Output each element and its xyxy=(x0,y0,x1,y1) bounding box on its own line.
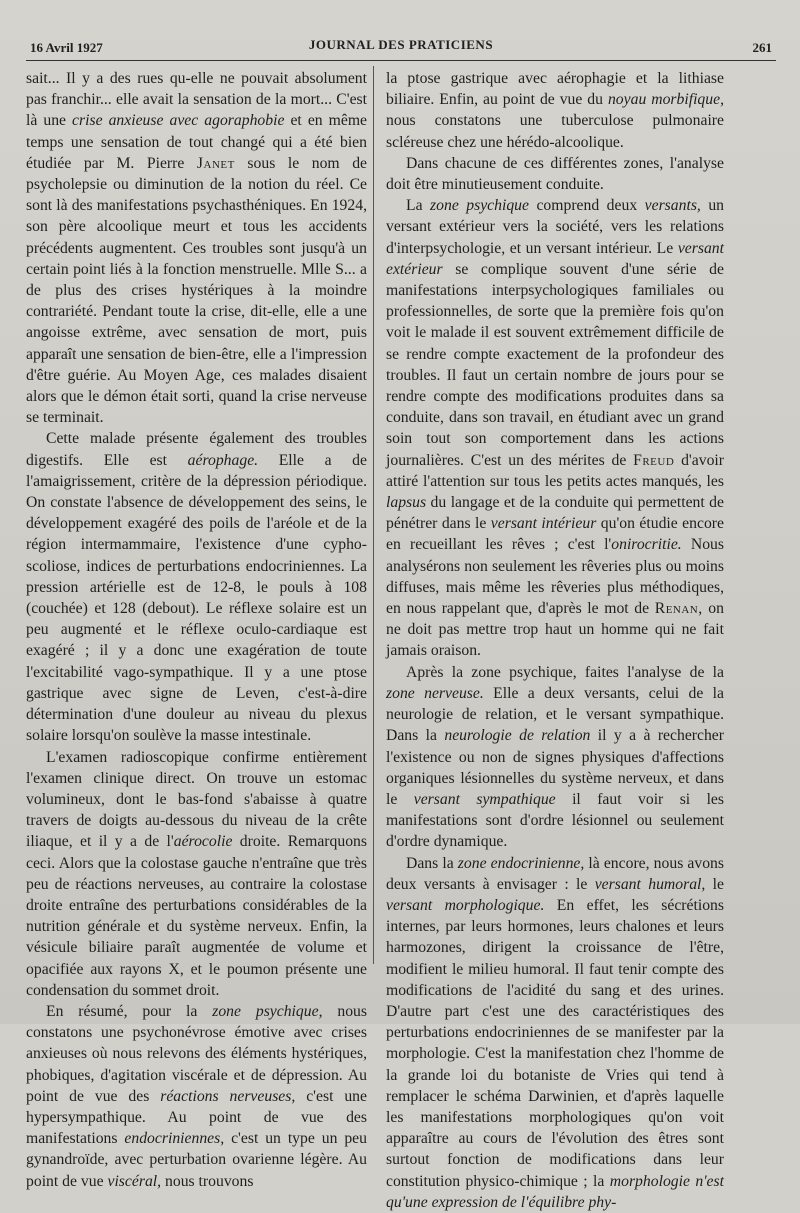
text-run: Elle a de l'amaigrissement, critère de la dépression périodique. On constate l'absence de développement des seins, le développement exagéré des poils de l'aréole et de la région intermammaire, l'existence d'une cypho-scoliose, indices de perturbations endocriniennes. La pression artérielle est de 12-8, le pouls à 108 (couchée) et 128 (debout). Le réflexe solaire est un peu augmenté et le réflexe oculo-cardiaque est exagéré ; il y a donc une exagération de toute l'excitabilité vago-sympathique. Il y a une ptose gastrique avec signe de Leven, c'est-à-dire détermination d'une douleur au niveau du plexus solaire lorsqu'on soulève la masse intestinale. xyxy=(26,451,367,745)
italic-text: zone psychique xyxy=(430,197,529,215)
paragraph xyxy=(386,68,724,153)
paragraph xyxy=(26,428,367,746)
text-run: il y a à rechercher l'existence ou non de signes physiques d'affections organiques lésionnelles du système nerveux, et dans le xyxy=(386,727,724,808)
italic-text: morphologie n'est qu'une expression de l'équilibre phy- xyxy=(386,1172,724,1211)
text-run: du langage et de la conduite qui permettent de pénétrer dans le xyxy=(386,494,724,533)
italic-text: versants, xyxy=(644,197,701,215)
paragraph xyxy=(386,662,724,853)
journal-title: JOURNAL DES PRATICIENS xyxy=(308,37,494,52)
italic-text: zone nerveuse. xyxy=(386,684,484,702)
small-caps-name: Janet xyxy=(196,154,235,172)
column-divider xyxy=(373,66,374,964)
text-run: il faut voir si les manifestations sont d'ordre lésionnel ou seulement d'ordre dynamique. xyxy=(386,790,724,851)
text-run: c'est un type un peu gynandroïde, avec perturbation ovarienne légère. Au point de vue xyxy=(26,1130,367,1190)
text-run: Après la zone psychique, faites l'analyse de la xyxy=(406,663,724,681)
text-run: et en même temps une sensation de tout changé qui a été bien étudiée par M. Pierre xyxy=(26,112,367,172)
paragraph xyxy=(386,195,724,661)
italic-text: lapsus xyxy=(386,494,427,512)
italic-text: crise anxieuse avec agoraphobie xyxy=(72,112,285,130)
text-run: qu'on étudie encore en recueillant les rêves ; c'est l' xyxy=(386,515,724,554)
text-run: se complique souvent d'une série de manifestations interpsychologiques familiales ou professionnelles, de sorte que la première fois qu'on voit le malade il est souvent extrêmement difficile de se rendre compte exactement de la profondeur des troubles. Il faut un certain nombre de jours pour se rendre compte des modifications produites dans sa conduite, dans son travail, en étudiant avec un grand soin tout son comportement dans les actions journalières. C'est un des mérites de xyxy=(386,260,724,469)
header-rule xyxy=(26,60,776,61)
paragraph xyxy=(26,68,367,428)
text-run: le xyxy=(705,875,724,893)
small-caps-name: Renan, xyxy=(654,600,703,618)
italic-text: neurologie de relation xyxy=(444,727,591,745)
italic-text: versant intérieur xyxy=(490,515,597,533)
text-run: nous constatons une psychonévrose émotive avec crises anxieuses où nous relevons des éléments hystériques, phobiques, d'agitation viscérale et de dépression. Au point de vue des xyxy=(26,1002,368,1105)
italic-text: versant humoral, xyxy=(594,875,706,893)
text-run: La xyxy=(406,197,431,215)
text-run: sous le nom de psycholepsie ou diminution de la notion du réel. Ce sont là des manifestations psychasthéniques. En 1924, son père alcoolique meurt et tous les accidents précédents augmentent. Ces troubles sont jusqu'à un certain point liés à la fonction menstruelle. Mlle S... a de plus des crises hystériques à la moindre contrariété. Pendant toute la crise, dit-elle, elle a une angoisse extrême, avec sensation de mort, puis apparaît une sensation de bien-être, elle a l'impression d'être guérie. Au Moyen Age, ces malades disaient alors que le démon était sorti, quand la crise nerveuse se terminait. xyxy=(26,154,368,427)
page-number: 261 xyxy=(752,40,772,55)
text-run: là encore, nous avons deux versants à envisager : le xyxy=(386,854,725,893)
text-run: Elle a deux versants, celui de la neurologie de relation, et le versant sympathique. Dans la xyxy=(386,684,724,745)
italic-text: aérophage. xyxy=(187,451,259,469)
text-run: En effet, les sécrétions internes, par leurs hormones, leurs chalones et leurs harmozones, dirigent la croissance de l'être, modifient le milieu humoral. Il faut tenir compte des modifications de l'acidité du sang et des urines. D'autre part c'est une des caractéristiques des perturbations endocriniennes de se manifester par la morphologie. C'est la manifestation chez l'homme de la grande loi du botaniste de Vries qui tend à remplacer le schéma Darwinien, et d'après laquelle les manifestations morphologiques qu'on voit apparaître au cours de l'évolution des êtres sont surtout fonction de modifications dans leur constitution physico-chimique ; la xyxy=(386,896,725,1190)
paragraph xyxy=(26,747,367,1001)
italic-text: versant morphologique. xyxy=(386,896,545,914)
left-column xyxy=(26,68,368,1190)
italic-text: noyau morbifique, xyxy=(607,91,725,109)
italic-text: versant extérieur xyxy=(386,239,724,278)
text-run: on ne doit pas mettre trop haut un homme qui ne fait jamais oraison. xyxy=(386,600,724,660)
text-run: d'avoir attiré l'attention sur tous les petits actes manqués, les xyxy=(386,451,724,490)
page-header xyxy=(30,36,772,58)
italic-text: aérocolie xyxy=(173,833,233,851)
header-date: 16 Avril 1927 xyxy=(30,40,103,55)
text-run: Dans chacune de ces différentes zones, l'analyse doit être minutieusement conduite. xyxy=(386,154,724,194)
text-run: Cette malade présente également des troubles digestifs. Elle est xyxy=(26,430,367,469)
text-run: nous constatons une tuberculose pulmonaire scléreuse chez une hérédo-alcoolique. xyxy=(386,112,724,151)
italic-text: zone endocrinienne, xyxy=(457,854,585,872)
italic-text: viscéral, xyxy=(107,1172,162,1190)
text-run: comprend deux xyxy=(529,197,645,215)
paragraph xyxy=(386,853,724,1213)
text-run: sait... Il y a des rues qu-elle ne pouvait absolument pas franchir... elle avait la sensation de la mort... C'est là une xyxy=(26,70,367,130)
italic-text: réactions nerveuses, xyxy=(160,1087,296,1105)
paragraph xyxy=(26,1001,367,1192)
text-run: Dans la xyxy=(406,854,458,872)
text-run: Nous analysérons non seulement les rêveries plus ou moins diffuses, mais même les rêveries plus méthodiques, en nous rappelant que, d'après le mot de xyxy=(386,536,725,618)
italic-text: onirocritie. xyxy=(611,536,682,554)
small-caps-name: Freud xyxy=(633,451,675,469)
text-run: c'est une hypersympathique. Au point de vue des manifestations xyxy=(26,1087,367,1148)
italic-text: versant sympathique xyxy=(413,790,556,808)
text-run: droite. Remarquons ceci. Alors que la colostase gauche n'entraîne que très peu de réactions nerveuses, au contraire la colostase droite entraîne des perturbations considérables de la nutrition générale et du système nerveux. Enfin, la vésicule biliaire paraît augmentée de volume et opacifiée aux rayons X, et le poumon présente une condensation du sommet droit. xyxy=(26,833,367,999)
text-run: En résumé, pour la xyxy=(46,1002,213,1020)
text-run: L'examen radioscopique confirme entièrement l'examen clinique direct. On trouve un estomac volumineux, dont le bas-fond s'abaisse à quatre travers de doigts au-dessous du niveau de la crête iliaque, et il y a de l' xyxy=(26,748,367,851)
text-run: un versant extérieur vers la société, vers les relations d'interpsychologie, et un versant intérieur. Le xyxy=(386,197,725,257)
text-run: la ptose gastrique avec aérophagie et la lithiase biliaire. Enfin, au point de vue du xyxy=(386,70,724,109)
italic-text: zone psychique, xyxy=(212,1002,323,1020)
italic-text: endocriniennes, xyxy=(124,1130,225,1148)
paragraph xyxy=(386,153,724,195)
text-run: nous trouvons xyxy=(161,1172,254,1190)
right-column xyxy=(386,68,725,1211)
